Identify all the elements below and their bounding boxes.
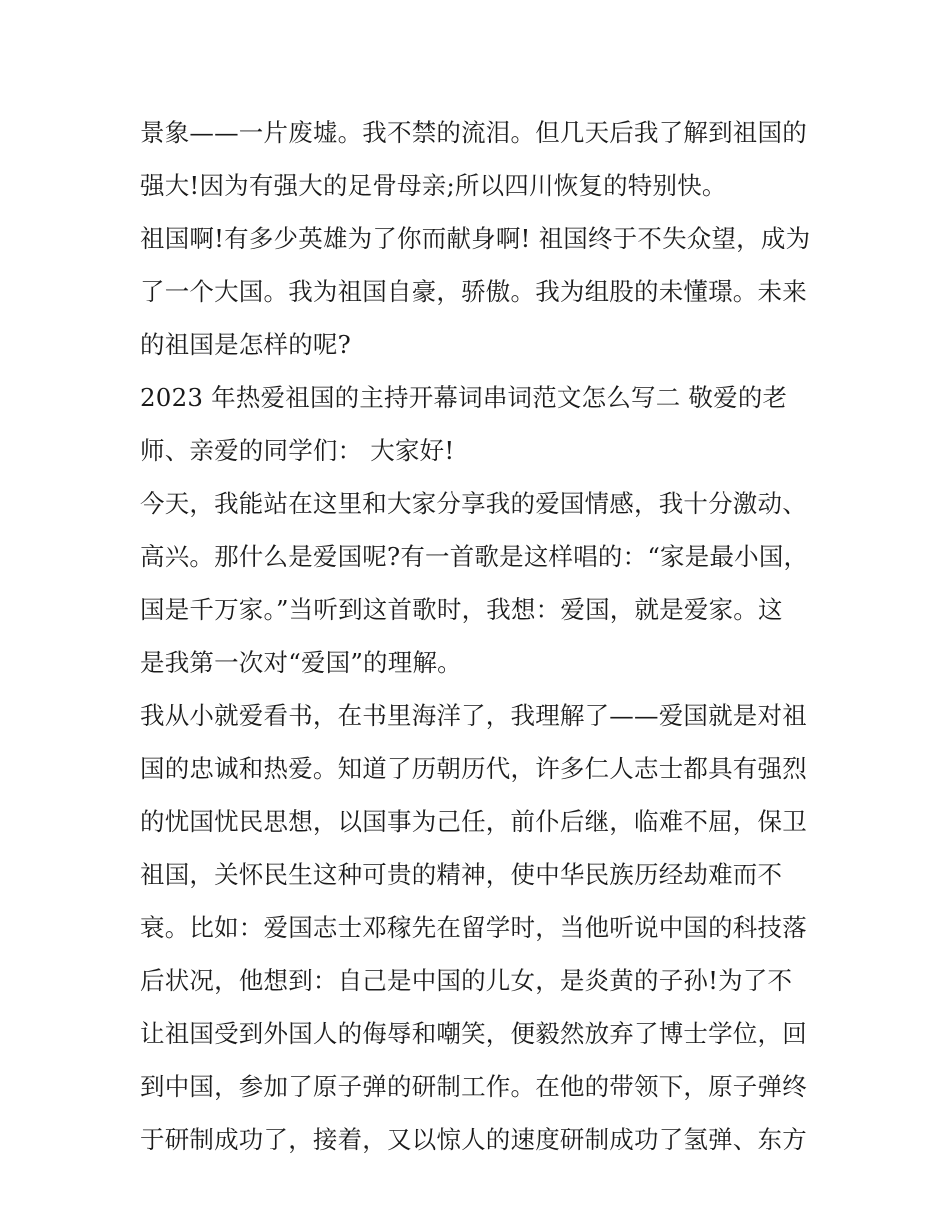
text-line: 到中国，参加了原子弹的研制工作。在他的带领下，原子弹终 bbox=[140, 1072, 807, 1101]
text-line: 2023 年热爱祖国的主持开幕词串词范文怎么写二 敬爱的老 bbox=[140, 383, 788, 412]
text-line: 祖国，关怀民生这种可贵的精神，使中华民族历经劫难而不 bbox=[140, 860, 783, 889]
text-line: 后状况，他想到：自己是中国的儿女，是炎黄的子孙!为了不 bbox=[140, 966, 793, 995]
text-line: 国的忠诚和热爱。知道了历朝历代，许多仁人志士都具有强烈 bbox=[140, 754, 807, 783]
text-line: 于研制成功了，接着，又以惊人的速度研制成功了氢弹、东方 bbox=[140, 1125, 807, 1154]
text-line: 是我第一次对“爱国”的理解。 bbox=[140, 648, 462, 677]
text-line: 让祖国受到外国人的侮辱和嘲笑，便毅然放弃了博士学位，回 bbox=[140, 1019, 807, 1048]
document-body bbox=[140, 106, 820, 1166]
text-line: 高兴。那什么是爱国呢?有一首歌是这样唱的：“家是最小国， bbox=[140, 542, 809, 571]
text-line: 强大!因为有强大的足骨母亲;所以四川恢复的特别快。 bbox=[140, 171, 727, 200]
text-line: 衰。比如：爱国志士邓稼先在留学时，当他听说中国的科技落 bbox=[140, 913, 807, 942]
text-line: 我从小就爱看书，在书里海洋了，我理解了——爱国就是对祖 bbox=[140, 701, 807, 730]
text-line: 今天，我能站在这里和大家分享我的爱国情感，我十分激动、 bbox=[140, 489, 807, 518]
text-line: 景象——一片废墟。我不禁的流泪。但几天后我了解到祖国的 bbox=[140, 118, 807, 147]
text-line: 师、亲爱的同学们： 大家好! bbox=[140, 436, 455, 465]
text-line: 祖国啊!有多少英雄为了你而献身啊! 祖国终于不失众望，成为 bbox=[140, 224, 811, 253]
text-line: 了一个大国。我为祖国自豪，骄傲。我为组股的未懂璟。未来 bbox=[140, 277, 807, 306]
text-line: 的祖国是怎样的呢? bbox=[140, 330, 351, 359]
text-line: 国是千万家。”当听到这首歌时，我想：爱国，就是爱家。这 bbox=[140, 595, 783, 624]
text-line: 的忧国忧民思想，以国事为己任，前仆后继，临难不屈，保卫 bbox=[140, 807, 807, 836]
